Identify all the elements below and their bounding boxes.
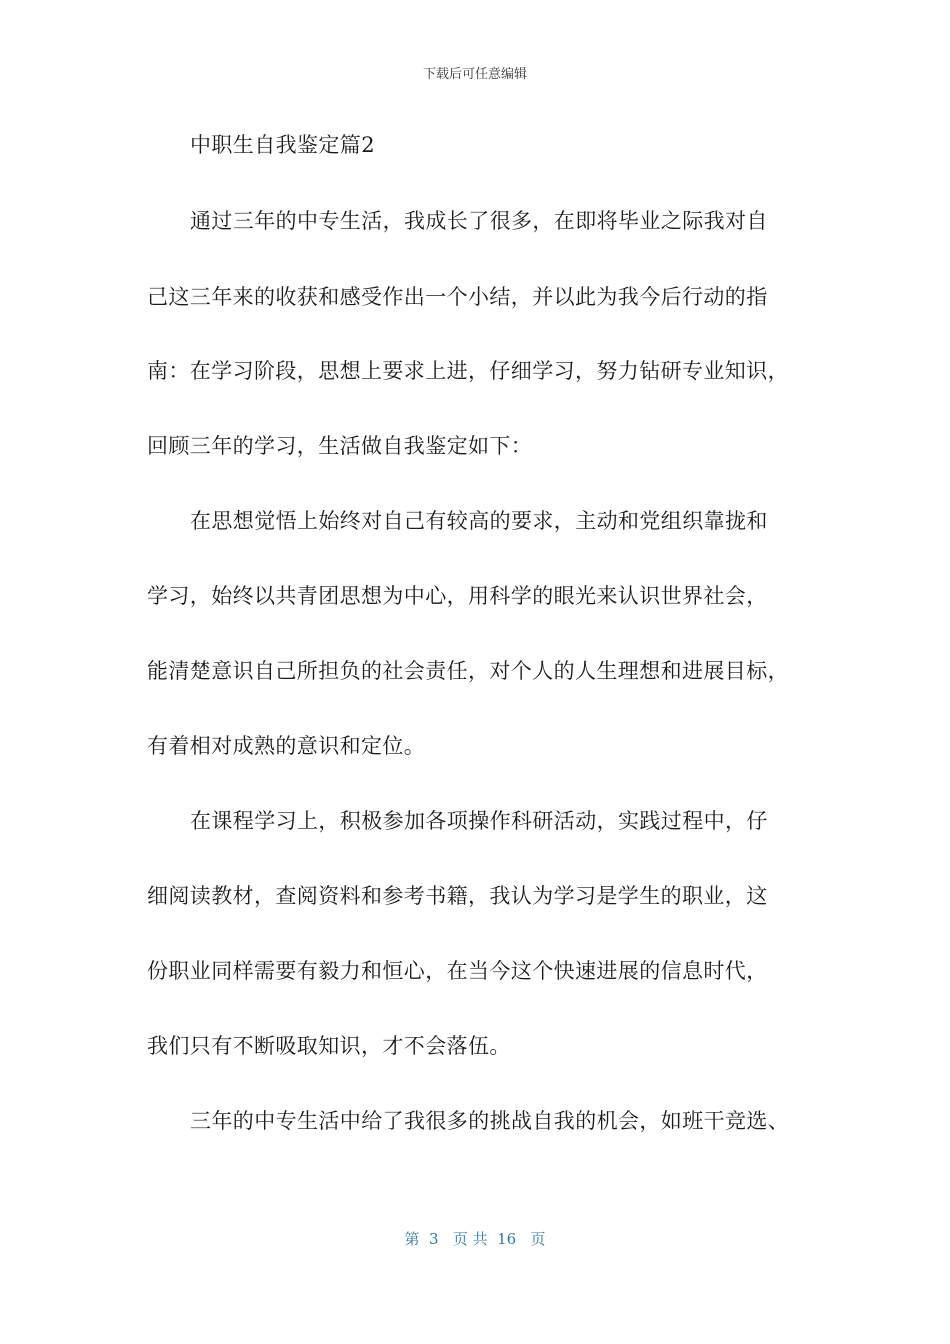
page-number-footer: 第 3 页 共 16 页	[404, 1230, 546, 1248]
document-title: 中职生自我鉴定篇2	[190, 133, 375, 157]
paragraph-line: 南：在学习阶段，思想上要求上进，仔细学习，努力钻研专业知识，	[147, 359, 789, 383]
paragraph-line: 有着相对成熟的意识和定位。	[147, 734, 426, 758]
paragraph-line: 在课程学习上，积极参加各项操作科研活动，实践过程中，仔	[190, 809, 768, 833]
paragraph-line: 通过三年的中专生活，我成长了很多，在即将毕业之际我对自	[190, 209, 768, 233]
paragraph-line: 我们只有不断吸取知识，才不会落伍。	[147, 1034, 511, 1058]
paragraph-line: 份职业同样需要有毅力和恒心，在当今这个快速进展的信息时代，	[147, 959, 768, 983]
paragraph-line: 回顾三年的学习，生活做自我鉴定如下：	[147, 434, 533, 458]
paragraph-line: 细阅读教材，查阅资料和参考书籍，我认为学习是学生的职业，这	[147, 884, 768, 908]
page-header-note: 下载后可任意编辑	[422, 67, 527, 82]
paragraph-line: 学习，始终以共青团思想为中心，用科学的眼光来认识世界社会，	[147, 584, 768, 608]
paragraph-line: 能清楚意识自己所担负的社会责任，对个人的人生理想和进展目标，	[147, 659, 789, 683]
paragraph-line: 在思想觉悟上始终对自己有较高的要求，主动和党组织靠拢和	[190, 509, 768, 533]
paragraph-line: 己这三年来的收获和感受作出一个小结，并以此为我今后行动的指	[147, 285, 768, 309]
paragraph-line: 三年的中专生活中给了我很多的挑战自我的机会，如班干竞选、	[190, 1109, 790, 1133]
